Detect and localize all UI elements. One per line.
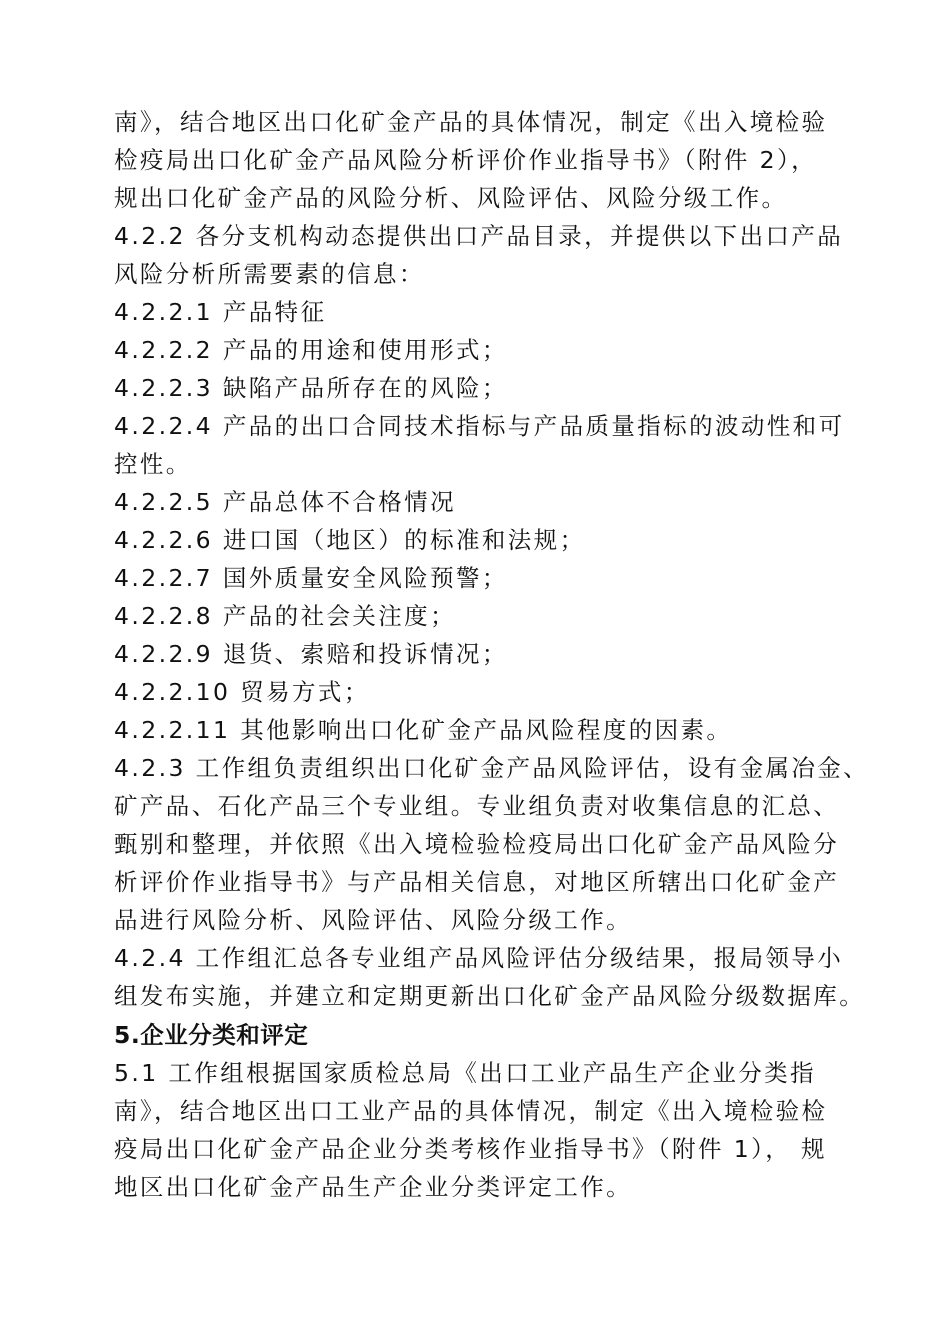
text-line: 南》，结合地区出口化矿金产品的具体情况，制定《出入境检验: [114, 108, 828, 136]
text-line: 4.2.2.1 产品特征: [114, 298, 327, 326]
text-line: 4.2.2.5 产品总体不合格情况: [114, 488, 456, 516]
section-heading: 5.企业分类和评定: [114, 1021, 309, 1049]
text-line: 4.2.2.4 产品的出口合同技术指标与产品质量指标的波动性和可: [114, 412, 845, 440]
text-line: 南》，结合地区出口工业产品的具体情况，制定《出入境检验检: [114, 1097, 828, 1125]
text-line: 4.2.2.6 进口国（地区）的标准和法规；: [114, 526, 586, 554]
text-line: 4.2.2.11 其他影响出口化矿金产品风险程度的因素。: [114, 716, 733, 744]
text-line: 4.2.2 各分支机构动态提供出口产品目录，并提供以下出口产品: [114, 222, 844, 250]
text-line: 地区出口化矿金产品生产企业分类评定工作。: [114, 1173, 632, 1201]
text-line: 4.2.2.2 产品的用途和使用形式；: [114, 336, 508, 364]
text-line: 甄别和整理，并依照《出入境检验检疫局出口化矿金产品风险分: [114, 830, 840, 858]
text-line: 5.1 工作组根据国家质检总局《出口工业产品生产企业分类指: [114, 1059, 816, 1087]
text-line: 风险分析所需要素的信息：: [114, 260, 425, 288]
text-line: 4.2.2.7 国外质量安全风险预警；: [114, 564, 508, 592]
text-line: 4.2.2.9 退货、索赔和投诉情况；: [114, 640, 508, 668]
text-line: 4.2.4 工作组汇总各专业组产品风险评估分级结果，报局领导小: [114, 944, 844, 972]
text-line: 析评价作业指导书》与产品相关信息，对地区所辖出口化矿金产: [114, 868, 840, 896]
text-line: 疫局出口化矿金产品企业分类考核作业指导书》（附件 1）， 规: [114, 1135, 827, 1163]
text-line: 4.2.3 工作组负责组织出口化矿金产品风险评估，设有金属冶金、: [114, 754, 870, 782]
text-line: 4.2.2.8 产品的社会关注度；: [114, 602, 456, 630]
text-line: 规出口化矿金产品的风险分析、风险评估、风险分级工作。: [114, 184, 788, 212]
text-line: 控性。: [114, 450, 192, 478]
text-line: 矿产品、石化产品三个专业组。专业组负责对收集信息的汇总、: [114, 792, 840, 820]
text-line: 品进行风险分析、风险评估、风险分级工作。: [114, 906, 632, 934]
text-line: 检疫局出口化矿金产品风险分析评价作业指导书》（附件 2），: [114, 146, 818, 174]
text-line: 4.2.2.10 贸易方式；: [114, 678, 370, 706]
text-line: 4.2.2.3 缺陷产品所存在的风险；: [114, 374, 508, 402]
text-line: 组发布实施，并建立和定期更新出口化矿金产品风险分级数据库。: [114, 982, 866, 1010]
